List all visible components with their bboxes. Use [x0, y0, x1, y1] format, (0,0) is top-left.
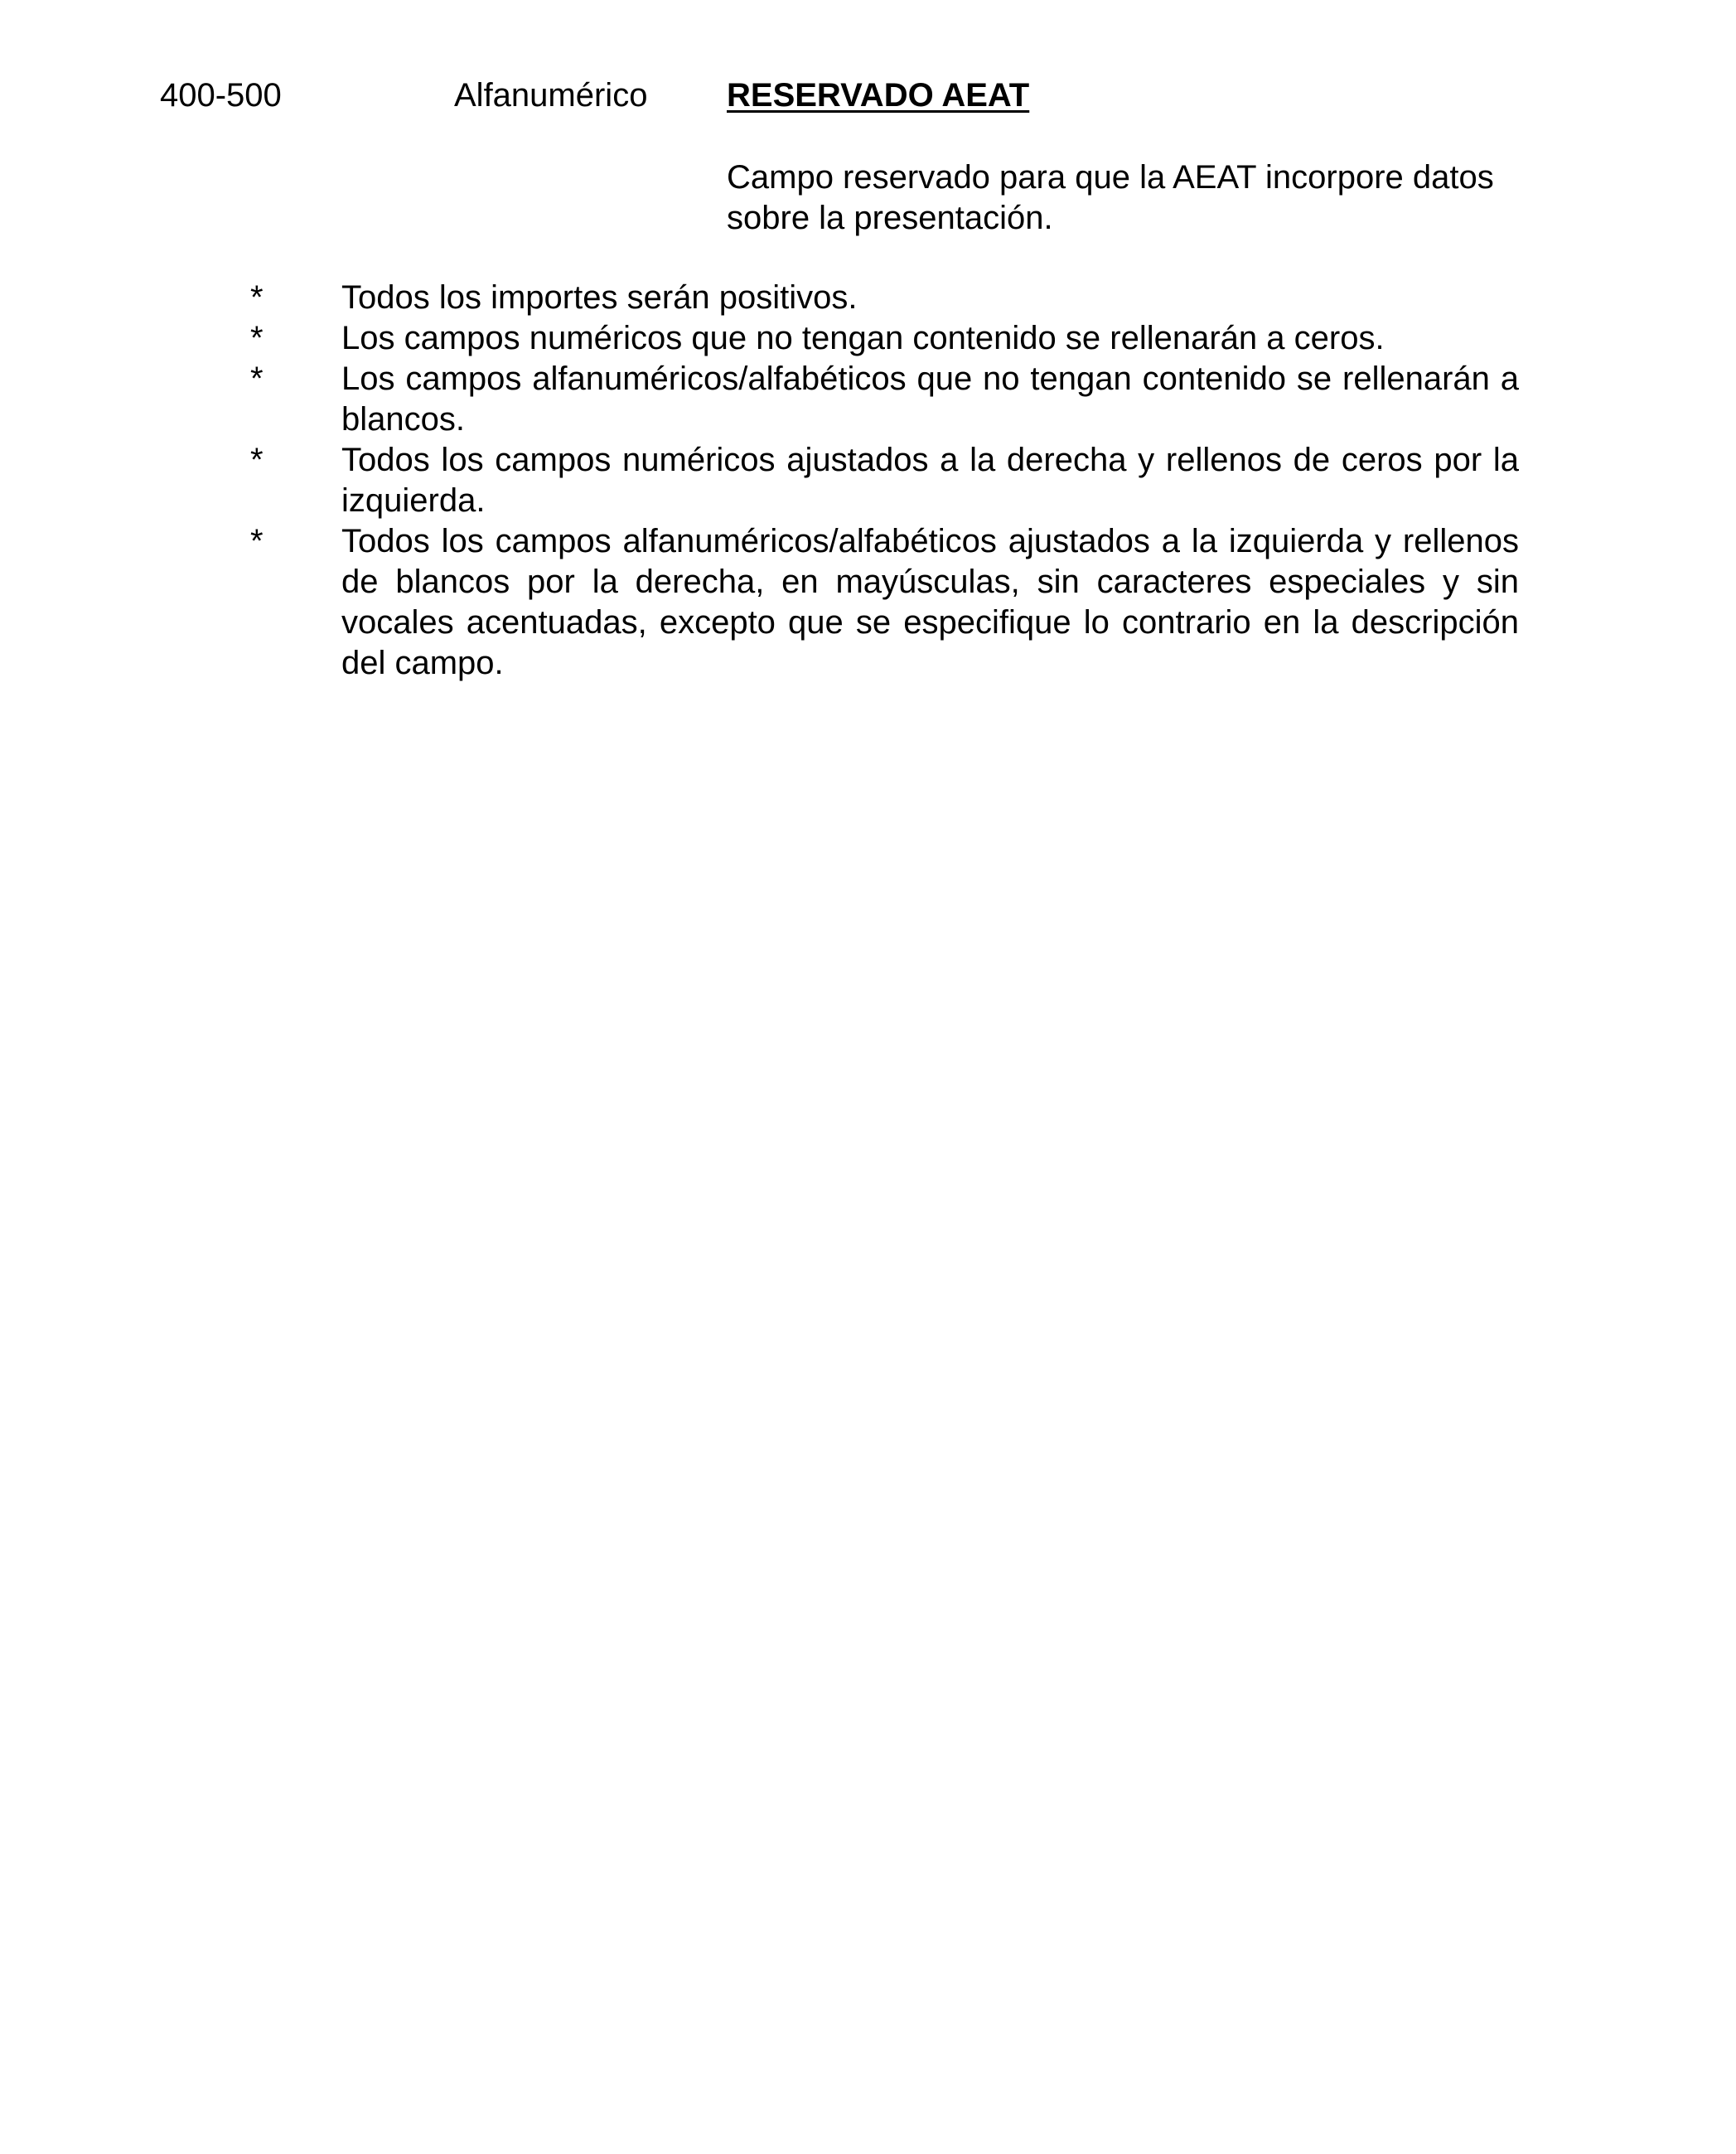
field-position: 400-500 [160, 77, 282, 114]
note-bullet: * [250, 279, 264, 316]
note-text: Los campos numéricos que no tengan contenido se rellenarán a ceros. [341, 320, 1385, 356]
note-item [0, 440, 1736, 521]
note-item [0, 359, 1736, 440]
note-text: Todos los campos alfanuméricos/alfabéticos ajustados a la izquierda y rellenos de blancos por la derecha, en mayúsculas, sin caracteres especiales y sin vocales acentuadas, excepto que se especifique lo contrario en la descripción del campo. [341, 523, 1519, 681]
note-item [0, 278, 1736, 318]
note-text: Todos los campos numéricos ajustados a la derecha y rellenos de ceros por la izquierda. [341, 442, 1519, 519]
field-row-reservado-aeat [0, 75, 1736, 124]
note-bullet: * [250, 442, 264, 478]
note-text: Los campos alfanuméricos/alfabéticos que no tengan contenido se rellenarán a blancos. [341, 361, 1519, 438]
field-title: RESERVADO AEAT [727, 77, 1030, 114]
note-text: Todos los importes serán positivos. [341, 279, 858, 316]
field-type: Alfanumérico [454, 77, 648, 114]
note-bullet: * [250, 320, 264, 356]
note-item [0, 521, 1736, 684]
note-bullet: * [250, 361, 264, 397]
note-item [0, 318, 1736, 359]
field-description: Campo reservado para que la AEAT incorpore datos sobre la presentación. [727, 159, 1494, 236]
note-bullet: * [250, 523, 264, 559]
notes-list [0, 278, 1736, 684]
